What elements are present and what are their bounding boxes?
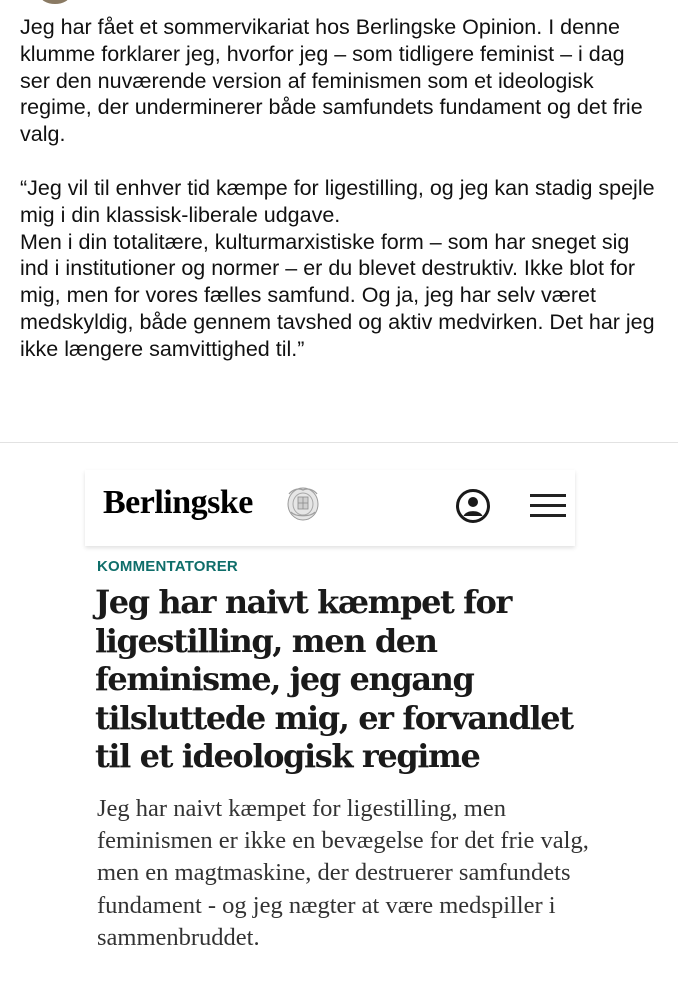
site-header <box>85 470 575 546</box>
post-paragraph: Jeg har fået et sommervikariat hos Berlingske Opinion. I denne klumme forklarer jeg, hvorfor jeg – som tidligere feminist – i dag ser den nuværende version af feminismen som et ideologisk regime, der underminerer både samfundets fundament og det frie valg. <box>20 15 643 147</box>
crest-emblem-icon <box>283 486 323 522</box>
article-lead: Jeg har naivt kæmpet for ligestilling, men feminismen er ikke en bevægelse for det frie valg, men en magtmaskine, der destruerer samfundets fundament - og jeg nægter at være medspiller i sammenbruddet. <box>97 795 589 951</box>
post-body <box>20 14 660 363</box>
hamburger-menu-icon[interactable] <box>530 494 570 518</box>
section-label[interactable]: KOMMENTATORER <box>97 558 238 575</box>
berlingske-logo[interactable]: Berlingske <box>103 484 253 521</box>
user-account-icon[interactable] <box>455 488 491 524</box>
article-headline[interactable]: Jeg har naivt kæmpet for ligestilling, men den feminisme, jeg engang tilsluttede mig, er forvandlet til et ideologisk regime <box>95 583 573 776</box>
post-quote-line-2: Men i din totalitære, kulturmarxistiske form – som har sneget sig ind i institutioner og normer – er du blevet destruktiv. Ikke blot for mig, men for vores fælles samfund. Og ja, jeg har selv været medskyldig, både gennem tavshed og aktiv medvirken. Det har jeg ikke længere samvittighed til.” <box>20 229 655 361</box>
article-preview-card[interactable] <box>0 443 678 1000</box>
paragraph-gap <box>20 148 660 175</box>
post-quote-line-1: “Jeg vil til enhver tid kæmpe for ligestilling, og jeg kan stadig spejle mig i din klassisk-liberale udgave. <box>20 175 655 227</box>
poster-avatar[interactable] <box>40 0 70 4</box>
